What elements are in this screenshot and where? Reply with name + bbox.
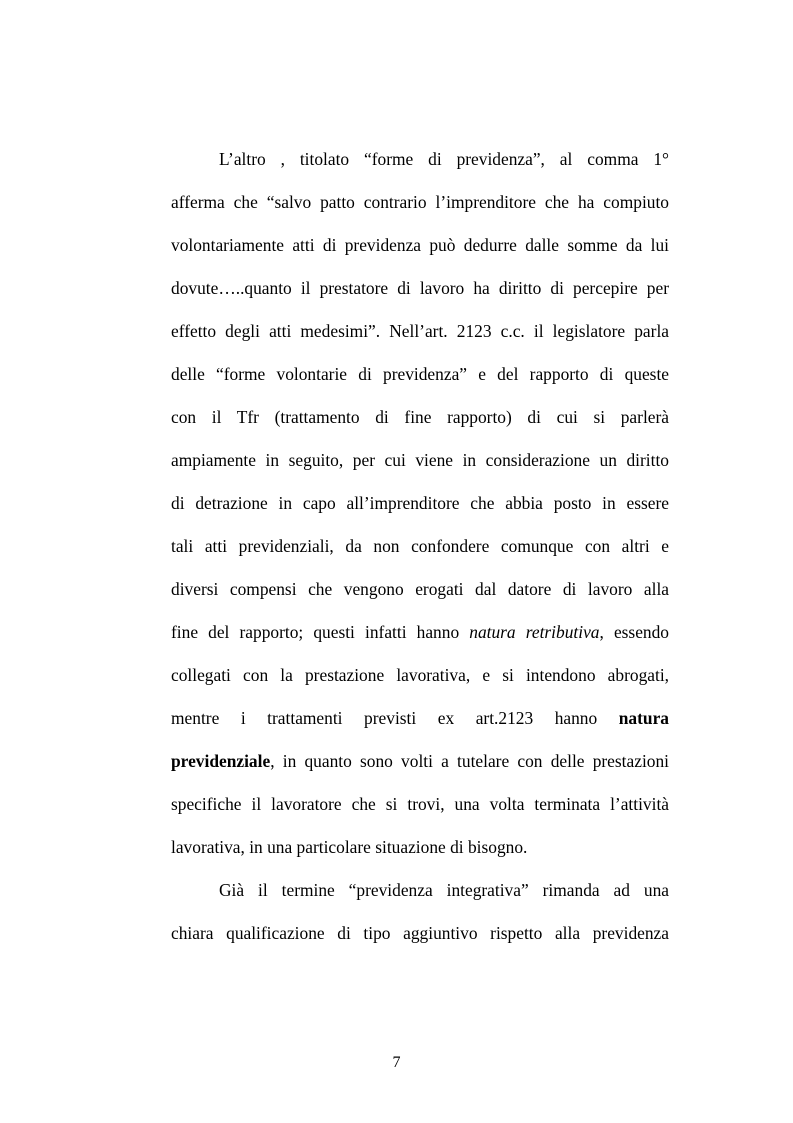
text-line	[171, 611, 669, 654]
text-run: , in quanto sono volti a tutelare con delle prestazioni	[270, 751, 669, 771]
text-line: tali atti previdenziali, da non confondere comunque con altri e	[171, 536, 669, 556]
text-run: , essendo	[599, 622, 669, 642]
text-run: mentre i trattamenti previsti ex art.2123 hanno	[171, 708, 619, 728]
text-line: effetto degli atti medesimi”. Nell’art. 2123 c.c. il legislatore parla	[171, 321, 669, 341]
text-line: Già il termine “previdenza integrativa” rimanda ad una	[219, 880, 669, 900]
text-line: lavorativa, in una particolare situazione di bisogno.	[171, 837, 528, 857]
text-line: volontariamente atti di previdenza può dedurre dalle somme da lui	[171, 235, 669, 255]
bold-phrase: previdenziale	[171, 751, 271, 771]
text-line: afferma che “salvo patto contrario l’imprenditore che ha compiuto	[171, 192, 669, 212]
text-line: dovute…..quanto il prestatore di lavoro ha diritto di percepire per	[171, 278, 669, 298]
text-line: di detrazione in capo all’imprenditore che abbia posto in essere	[171, 493, 669, 513]
text-line: con il Tfr (trattamento di fine rapporto) di cui si parlerà	[171, 407, 669, 427]
text-line: chiara qualificazione di tipo aggiuntivo rispetto alla previdenza	[171, 923, 669, 943]
page-number: 7	[392, 1054, 401, 1071]
text-line: specifiche il lavoratore che si trovi, una volta terminata l’attività	[171, 794, 669, 814]
text-run: fine del rapporto; questi infatti hanno	[171, 622, 470, 642]
body-text	[171, 138, 669, 955]
bold-phrase: natura	[618, 708, 669, 728]
text-line: delle “forme volontarie di previdenza” e del rapporto di queste	[171, 364, 669, 384]
text-line	[171, 740, 669, 783]
italic-phrase: natura retributiva	[469, 622, 600, 642]
text-line: collegati con la prestazione lavorativa, e si intendono abrogati,	[171, 665, 669, 685]
text-line: L’altro , titolato “forme di previdenza”, al comma 1°	[219, 149, 669, 169]
text-line: ampiamente in seguito, per cui viene in considerazione un diritto	[171, 450, 669, 470]
text-line	[171, 697, 669, 740]
text-line: diversi compensi che vengono erogati dal datore di lavoro alla	[171, 579, 669, 599]
